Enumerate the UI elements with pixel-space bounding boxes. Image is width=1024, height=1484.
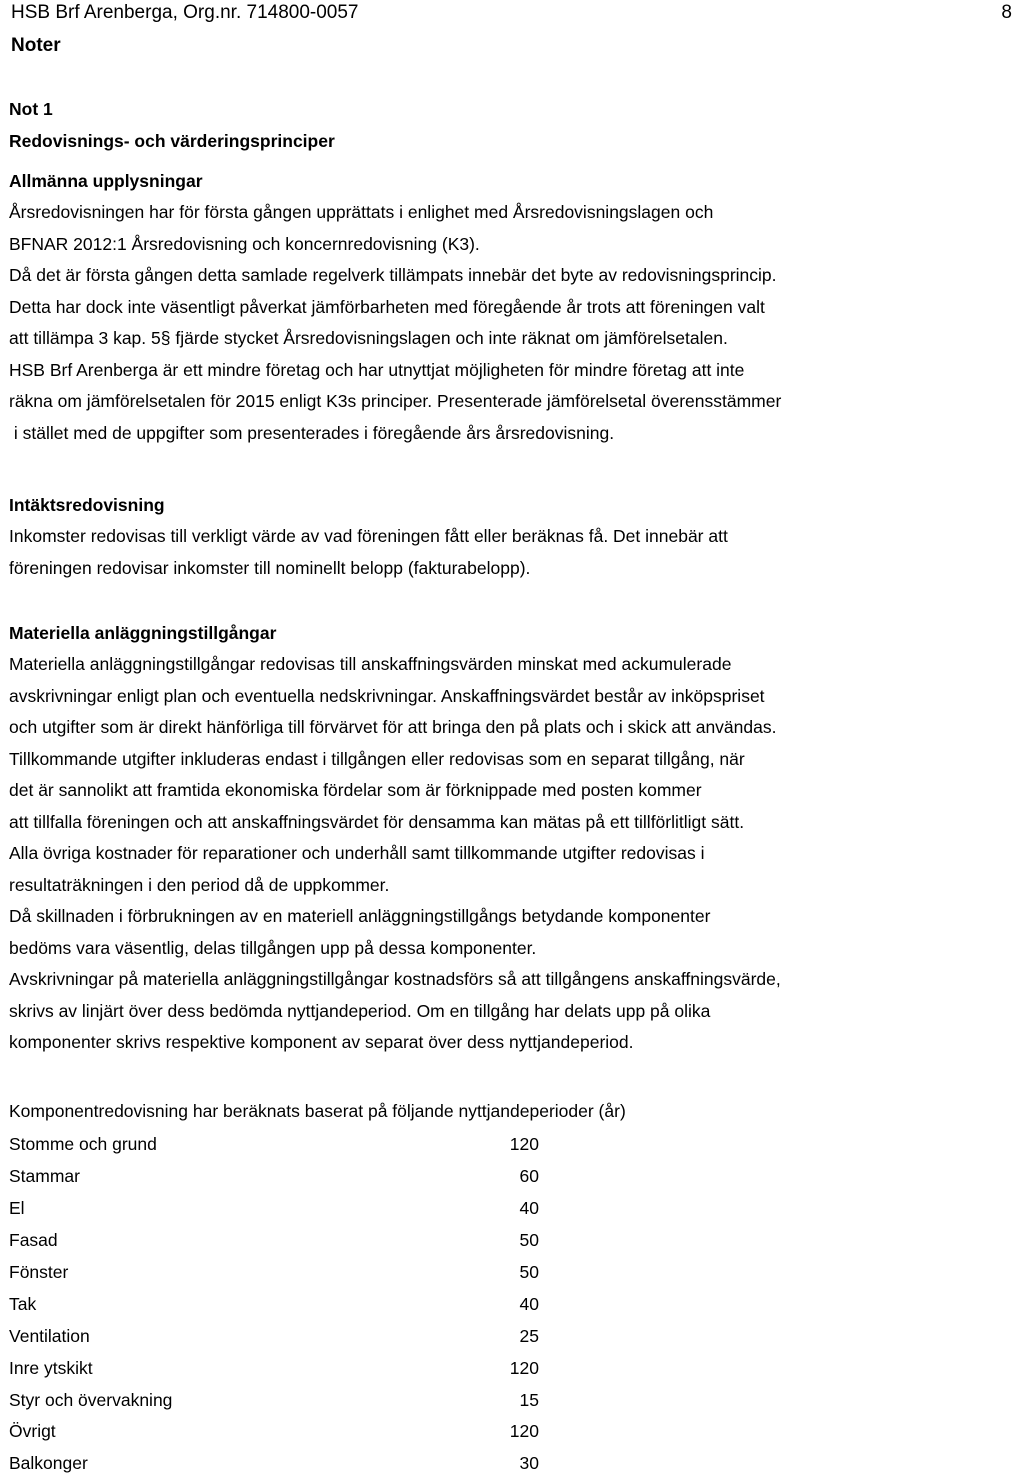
component-name: Balkonger: [9, 1453, 88, 1474]
assets-line: resultaträkningen i den period då de uppkommer.: [9, 874, 390, 895]
component-name: El: [9, 1198, 25, 1219]
assets-line: Då skillnaden i förbrukningen av en materiell anläggningstillgångs betydande komponenter: [9, 906, 711, 926]
components-table: [9, 1129, 569, 1480]
general-line: Detta har dock inte väsentligt påverkat jämförbarheten med föregående år trots att föreningen valt: [9, 296, 765, 317]
assets-line: avskrivningar enligt plan och eventuella nedskrivningar. Anskaffningsvärdet består av inköpspriset: [9, 685, 765, 706]
general-line: BFNAR 2012:1 Årsredovisning och koncernredovisning (K3).: [9, 233, 480, 254]
general-line: Årsredovisningen har för första gången upprättats i enlighet med Årsredovisningslagen och: [9, 202, 714, 222]
section-title: Noter: [11, 35, 61, 56]
page-number: 8: [1001, 2, 1012, 23]
table-row: [9, 1448, 569, 1480]
component-name: Stammar: [9, 1166, 80, 1187]
note-heading-block: [9, 93, 1019, 157]
assets-line: Alla övriga kostnader för reparationer och underhåll samt tillkommande utgifter redovisas i: [9, 843, 705, 863]
component-name: Ventilation: [9, 1325, 90, 1346]
general-heading: Allmänna upplysningar: [9, 171, 203, 191]
component-years: 60: [519, 1166, 539, 1187]
revenue-section: [9, 489, 1019, 584]
table-row: [9, 1288, 569, 1320]
component-years: 40: [519, 1198, 539, 1219]
components-intro: Komponentredovisning har beräknats baserat på följande nyttjandeperioder (år): [9, 1101, 626, 1121]
component-name: Styr och övervakning: [9, 1389, 173, 1410]
general-line: räkna om jämförelsetalen för 2015 enligt K3s principer. Presenterade jämförelsetal överensstämmer: [9, 391, 782, 411]
revenue-line: Inkomster redovisas till verkligt värde av vad föreningen fått eller beräknas få. Det innebär att: [9, 526, 728, 546]
component-years: 25: [519, 1325, 539, 1346]
general-line: HSB Brf Arenberga är ett mindre företag och har utnyttjat möjligheten för mindre företag att inte: [9, 359, 745, 380]
component-years: 50: [519, 1262, 539, 1282]
table-row: [9, 1384, 569, 1416]
assets-line: komponenter skrivs respektive komponent av separat över dess nyttjandeperiod.: [9, 1032, 634, 1052]
assets-heading: Materiella anläggningstillgångar: [9, 623, 277, 643]
note-title: Redovisnings- och värderingsprinciper: [9, 131, 335, 151]
table-row: [9, 1257, 569, 1289]
general-section: [9, 165, 1019, 449]
assets-line: bedöms vara väsentlig, delas tillgången upp på dessa komponenter.: [9, 937, 537, 958]
assets-line: att tillfalla föreningen och att anskaffningsvärdet för densamma kan mätas på ett tillförlitligt sätt.: [9, 811, 745, 832]
general-line: i stället med de uppgifter som presenterades i föregående års årsredovisning.: [9, 422, 615, 443]
component-name: Inre ytskikt: [9, 1357, 93, 1378]
org-header: HSB Brf Arenberga, Org.nr. 714800-0057: [11, 2, 359, 23]
assets-section: [9, 617, 1019, 1059]
component-years: 50: [519, 1230, 539, 1251]
component-years: 120: [509, 1134, 539, 1155]
general-line: att tillämpa 3 kap. 5§ fjärde stycket Årsredovisningslagen och inte räknat om jämförelsetalen.: [9, 328, 728, 348]
table-row: [9, 1225, 569, 1257]
table-row: [9, 1193, 569, 1225]
assets-line: Materiella anläggningstillgångar redovisas till anskaffningsvärden minskat med ackumulerade: [9, 654, 732, 674]
revenue-heading: Intäktsredovisning: [9, 495, 165, 515]
component-years: 120: [509, 1357, 539, 1378]
table-row: [9, 1161, 569, 1193]
revenue-line: föreningen redovisar inkomster till nominellt belopp (fakturabelopp).: [9, 557, 531, 578]
table-row: [9, 1320, 569, 1352]
component-years: 30: [519, 1453, 539, 1474]
table-row: [9, 1352, 569, 1384]
table-row: [9, 1416, 569, 1448]
components-intro-block: [9, 1096, 1019, 1128]
component-name: Övrigt: [9, 1421, 56, 1442]
assets-line: och utgifter som är direkt hänförliga till förvärvet för att bringa den på plats och i skick att användas.: [9, 717, 777, 737]
component-name: Tak: [9, 1293, 37, 1314]
assets-line: det är sannolikt att framtida ekonomiska fördelar som är förknippade med posten kommer: [9, 780, 702, 800]
component-years: 15: [519, 1389, 539, 1410]
assets-line: skrivs av linjärt över dess bedömda nyttjandeperiod. Om en tillgång har delats upp på olika: [9, 1000, 711, 1021]
component-name: Fönster: [9, 1262, 69, 1282]
note-number: Not 1: [9, 99, 53, 119]
general-line: Då det är första gången detta samlade regelverk tillämpats innebär det byte av redovisningsprincip.: [9, 265, 777, 285]
assets-line: Tillkommande utgifter inkluderas endast i tillgången eller redovisas som en separat tillgång, när: [9, 748, 745, 769]
assets-line: Avskrivningar på materiella anläggningstillgångar kostnadsförs så att tillgångens anskaffningsvärde,: [9, 969, 781, 989]
component-years: 120: [509, 1421, 539, 1442]
component-name: Stomme och grund: [9, 1134, 157, 1155]
component-name: Fasad: [9, 1230, 58, 1251]
component-years: 40: [519, 1293, 539, 1314]
table-row: [9, 1129, 569, 1161]
